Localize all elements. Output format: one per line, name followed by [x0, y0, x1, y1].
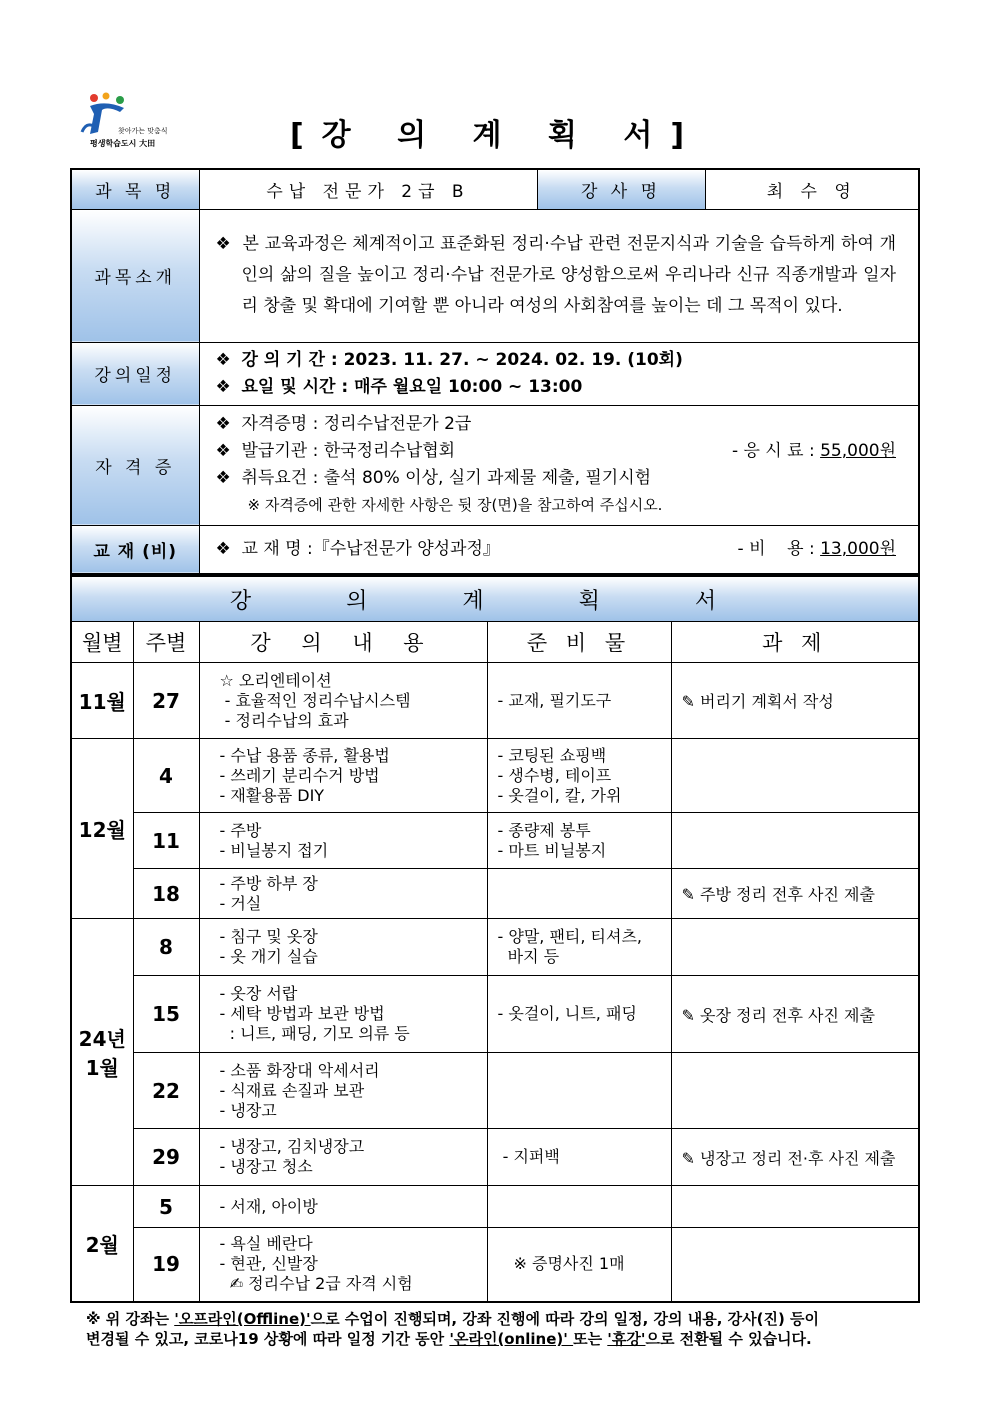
content-line: - 서재, 아이방 — [219, 1196, 318, 1216]
content-cell — [199, 1186, 487, 1228]
content-cell — [199, 1228, 487, 1302]
prep-line: - 양말, 팬티, 티셔츠, — [497, 927, 642, 946]
week-cell: 4 — [133, 739, 199, 813]
content-line: - 현관, 신발장 — [219, 1254, 318, 1274]
month-cell: 11월 — [71, 663, 133, 739]
content-line: - 거실 — [219, 893, 262, 913]
content-line: - 재활용품 DIY — [219, 785, 325, 805]
page-title: [강 의 계 획 서] — [289, 118, 703, 153]
week-cell: 19 — [133, 1228, 199, 1302]
prep-cell — [487, 869, 671, 919]
task-cell: ✎ 냉장고 정리 전·후 사진 제출 — [671, 1129, 919, 1186]
bullet-icon: ❖ — [215, 414, 231, 434]
prep-cell — [487, 663, 671, 739]
schedule-row — [71, 1129, 919, 1186]
course-info-table — [70, 168, 920, 575]
prep-line: - 종량제 봉투 — [497, 820, 591, 840]
cert-issuer: ❖ 발급기관 : 한국정리수납협회 - 응 시 료 : 55,000원 — [216, 438, 919, 465]
intro-label: 과목소개 — [71, 209, 199, 342]
schedule-row — [71, 1053, 919, 1129]
prep-cell — [487, 1186, 671, 1228]
content-line: - 욕실 베란다 — [219, 1234, 313, 1254]
cert-note: ※ 자격증에 관한 자세한 사항은 뒷 장(면)을 참고하여 주십시오. — [247, 496, 663, 514]
content-line: ☆ 오리엔테이션 — [219, 670, 332, 690]
header-week: 주별 — [133, 622, 199, 663]
month-cell: 24년 1월 — [71, 919, 133, 1186]
cert-label: 자 격 증 — [71, 405, 199, 525]
content-line: - 주방 하부 장 — [219, 873, 318, 893]
exam-fee: - 응 시 료 : 55,000원 — [731, 441, 896, 461]
prep-cell — [487, 739, 671, 813]
content-cell — [199, 976, 487, 1053]
book-name: ❖ 교 재 명 :『수납전문가 양성과정』 - 비 용 : 13,000원 — [216, 536, 919, 563]
task-cell — [671, 1228, 919, 1302]
week-cell: 29 — [133, 1129, 199, 1186]
header-task: 과 제 — [671, 622, 919, 663]
task-cell: ✎ 버리기 계획서 작성 — [671, 663, 919, 739]
schedule-row — [71, 663, 919, 739]
bullet-icon: ❖ — [215, 538, 231, 559]
content-line: - 수납 용품 종류, 활용법 — [219, 745, 390, 765]
course-days: ❖ 요일 및 시간 : 매주 월요일 10:00 ~ 13:00 — [216, 374, 919, 401]
task-cell — [671, 739, 919, 813]
prep-cell — [487, 813, 671, 869]
content-line: - 옷 개기 실습 — [219, 947, 318, 966]
task-cell — [671, 919, 919, 976]
month-cell: 2월 — [71, 1186, 133, 1302]
prep-line: ※ 증명사진 1매 — [513, 1254, 625, 1274]
footer-note: ※ 위 강좌는 '오프라인(Offline)'으로 수업이 진행되며, 강좌 진행에 따라 강의 일정, 강의 내용, 강사(진) 등이 변경될 수 있고, 코로나19 상황에 따라 일정 기간 동안 '온라인(online)' 또는 '휴강'으로 전환될 수 있습니다. — [86, 1310, 820, 1348]
content-line: - 식재료 손질과 보관 — [219, 1080, 365, 1100]
logo-tagline: 찾아가는 맞춤식 — [118, 127, 168, 135]
month-cell: 12월 — [71, 739, 133, 919]
prep-line: - 지퍼백 — [497, 1147, 560, 1166]
prep-line: - 교재, 필기도구 — [497, 690, 612, 710]
prep-cell — [487, 1053, 671, 1129]
instructor-value: 최 수 영 — [705, 169, 919, 209]
prep-line: 바지 등 — [497, 947, 560, 966]
schedule-title: 강 의 계 획 서 — [71, 576, 919, 622]
header-month: 월별 — [71, 622, 133, 663]
header-content: 강 의 내 용 — [199, 622, 487, 663]
week-cell: 22 — [133, 1053, 199, 1129]
schedule-row — [71, 1186, 919, 1228]
content-cell — [199, 919, 487, 976]
logo-city: 평생학습도시 大田 — [90, 139, 156, 148]
content-line: - 주방 — [219, 820, 262, 840]
prep-cell — [487, 919, 671, 976]
cert-name: ❖ 자격증명 : 정리수납전문가 2급 — [216, 411, 919, 438]
content-cell — [199, 739, 487, 813]
prep-line: - 마트 비닐봉지 — [497, 840, 607, 860]
content-line: - 효율적인 정리수납시스템 — [219, 690, 411, 710]
content-line: - 비닐봉지 접기 — [219, 840, 329, 860]
bullet-icon: ❖ — [215, 376, 231, 397]
content-line: : 니트, 패딩, 기모 의류 등 — [219, 1024, 410, 1043]
prep-cell — [487, 976, 671, 1053]
bullet-icon: ❖ — [215, 441, 231, 461]
course-period: ❖ 강 의 기 간 : 2023. 11. 27. ~ 2024. 02. 19. (10회) — [216, 347, 919, 374]
content-line: - 냉장고 — [219, 1100, 277, 1120]
bullet-icon: ❖ — [215, 468, 231, 488]
content-line: - 침구 및 옷장 — [219, 927, 318, 946]
task-cell: ✎ 옷장 정리 전후 사진 제출 — [671, 976, 919, 1053]
week-cell: 18 — [133, 869, 199, 919]
week-cell: 15 — [133, 976, 199, 1053]
content-line: - 소품 화장대 악세서리 — [219, 1060, 380, 1080]
task-cell: ✎ 주방 정리 전후 사진 제출 — [671, 869, 919, 919]
content-cell — [199, 663, 487, 739]
instructor-label: 강 사 명 — [537, 169, 705, 209]
content-cell — [199, 1129, 487, 1186]
content-line: - 냉장고, 김치냉장고 — [219, 1137, 365, 1156]
content-line: - 옷장 서랍 — [219, 984, 298, 1003]
schedule-row — [71, 739, 919, 813]
header-prep: 준 비 물 — [487, 622, 671, 663]
schedule-row — [71, 869, 919, 919]
subject-label: 과 목 명 — [71, 169, 199, 209]
content-line: - 정리수납의 효과 — [219, 710, 349, 730]
task-cell — [671, 813, 919, 869]
schedule-label: 강의일정 — [71, 342, 199, 405]
subject-value: 수납 전문가 2급 B — [199, 169, 537, 209]
bullet-icon: ❖ — [215, 349, 231, 370]
week-cell: 11 — [133, 813, 199, 869]
prep-cell — [487, 1228, 671, 1302]
task-cell — [671, 1186, 919, 1228]
lecture-schedule-table — [70, 575, 920, 1303]
content-line: - 세탁 방법과 보관 방법 — [219, 1004, 385, 1023]
bullet-icon: ❖ — [215, 234, 232, 254]
week-cell: 5 — [133, 1186, 199, 1228]
content-cell — [199, 813, 487, 869]
content-cell — [199, 1053, 487, 1129]
schedule-row — [71, 976, 919, 1053]
prep-line: - 코팅된 쇼핑백 — [497, 745, 607, 765]
prep-cell — [487, 1129, 671, 1186]
content-line: - 쓰레기 분리수거 방법 — [219, 765, 380, 785]
intro-text: ❖ 본 교육과정은 체계적이고 표준화된 정리·수납 관련 전문지식과 기술을 습득하게 하여 개인의 삶의 질을 높이고 정리·수납 전문가로 양성함으로써 우리나라 신규 직종개발과 일자리 창출 및 확대에 기여할 뿐 아니라 여성의 사회참여를 높이는 데 그 목적이 있다. — [215, 234, 897, 316]
task-cell — [671, 1053, 919, 1129]
prep-line: - 옷걸이, 칼, 가위 — [497, 785, 622, 805]
schedule-row — [71, 1228, 919, 1302]
schedule-row — [71, 813, 919, 869]
week-cell: 27 — [133, 663, 199, 739]
schedule-row — [71, 919, 919, 976]
content-line: - 냉장고 청소 — [219, 1157, 313, 1176]
book-fee: - 비 용 : 13,000원 — [737, 538, 896, 559]
book-label: 교 재 (비) — [71, 525, 199, 574]
content-cell — [199, 869, 487, 919]
week-cell: 8 — [133, 919, 199, 976]
cert-requirement: ❖ 취득요건 : 출석 80% 이상, 실기 과제물 제출, 필기시험 — [216, 465, 919, 492]
prep-line: - 생수병, 테이프 — [497, 765, 612, 785]
prep-line: - 옷걸이, 니트, 패딩 — [497, 1004, 637, 1023]
content-line: ✍ 정리수납 2급 자격 시험 — [219, 1274, 413, 1294]
